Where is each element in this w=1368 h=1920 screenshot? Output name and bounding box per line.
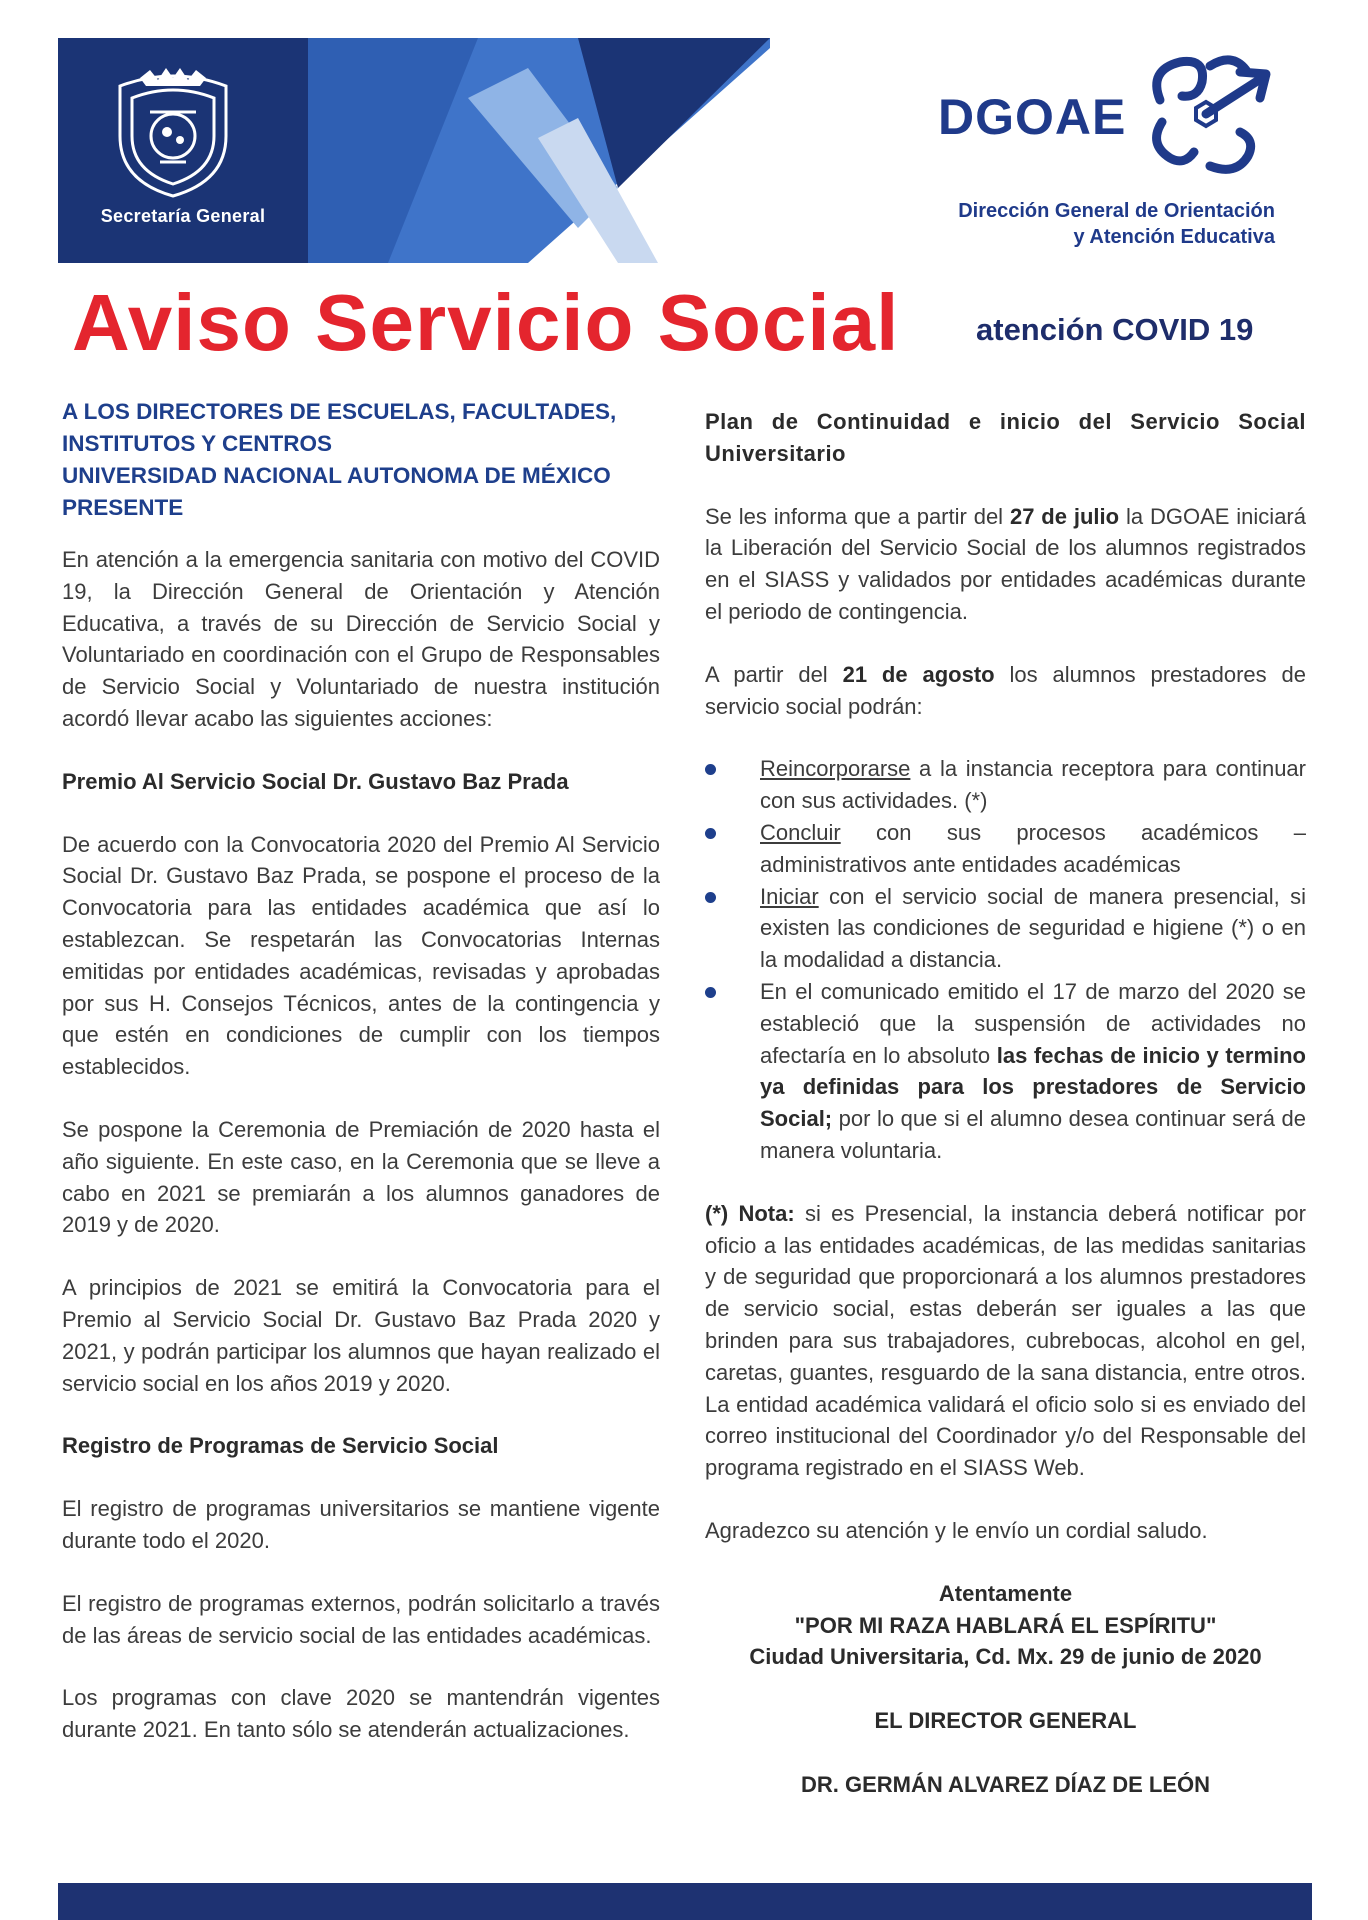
plan-heading: Plan de Continuidad e inicio del Servicio Social Universitario <box>705 409 1306 466</box>
registro-heading: Registro de Programas de Servicio Social <box>62 1433 499 1459</box>
header-banner <box>58 38 770 263</box>
secretaria-general-label: Secretaría General <box>100 206 266 226</box>
premio-heading: Premio Al Servicio Social Dr. Gustavo Baz Prada <box>62 768 569 794</box>
list-item-bold: las fechas de inicio y termino ya definidas para los prestadores de Servicio Social; <box>760 1042 1306 1132</box>
bullet-icon <box>705 892 716 903</box>
signature-block <box>705 1578 1306 1801</box>
bullet-icon <box>705 828 716 839</box>
sign-position: EL DIRECTOR GENERAL <box>874 1708 1137 1734</box>
agosto-text-c: los alumnos prestadores de servicio social podrán: <box>705 661 1307 719</box>
actions-list <box>705 753 1306 1166</box>
sign-atentamente: Atentamente <box>938 1580 1073 1606</box>
registro-paragraph-3: Los programas con clave 2020 se mantendrán vigentes durante 2021. En tanto sólo se atenderán actualizaciones. <box>62 1685 660 1743</box>
nota-text: si es Presencial, la instancia deberá notificar por oficio a las entidades académicas, de las medidas sanitarias y de seguridad que proporcionará a los alumnos prestadores de servicio social, estas deberán ser iguales a las que brinden para sus trabajadores, cubrebocas, alcohol en gel, caretas, guantes, resguardo de la sana distancia, entre otros. La entidad académica validará el oficio solo si es enviado del correo institucional del Coordinador y/o del Responsable del programa registrado en el SIASS Web. <box>705 1200 1306 1481</box>
addressee-line: PRESENTE <box>62 495 184 520</box>
addressee-line: INSTITUTOS Y CENTROS <box>62 431 333 456</box>
reincorporarse-term: Reincorporarse <box>760 756 911 782</box>
list-item-text: por lo que si el alumno desea continuar será de manera voluntaria. <box>760 1106 1306 1163</box>
left-column <box>62 396 660 1746</box>
unam-seal-icon <box>110 66 236 198</box>
right-column <box>705 396 1306 1801</box>
addressee-block <box>62 396 660 524</box>
list-item-text: a la instancia receptora para continuar con sus actividades. (*) <box>760 756 1306 814</box>
liberacion-date: 27 de julio <box>1009 503 1120 529</box>
page-subtitle: atención COVID 19 <box>976 312 1254 347</box>
premio-paragraph-2: Se pospone la Ceremonia de Premiación de 2020 hasta el año siguiente. En este caso, en la Ceremonia que se lleve a cabo en 2021 se premiarán a los alumnos ganadores de 2019 y de 2020. <box>62 1116 660 1238</box>
registro-paragraph-1: El registro de programas universitarios se mantiene vigente durante todo el 2020. <box>62 1496 660 1553</box>
sign-motto: "POR MI RAZA HABLARÁ EL ESPÍRITU" <box>794 1612 1217 1638</box>
nota-paragraph <box>705 1198 1306 1484</box>
list-item <box>705 881 1306 976</box>
liberacion-text-a: Se les informa que a partir del <box>705 503 1010 529</box>
list-item-text: En el comunicado emitido el 17 de marzo del 2020 se estableció que la suspensión de actividades no afectaría en lo absoluto <box>760 978 1306 1068</box>
footer-bar <box>58 1883 1312 1920</box>
agosto-date: 21 de agosto <box>842 661 995 687</box>
agosto-text-a: A partir del <box>705 661 843 687</box>
intro-paragraph: En atención a la emergencia sanitaria con motivo del COVID 19, la Dirección General de Orientación y Atención Educativa, a través de su Dirección de Servicio Social y Voluntariado en coordinación con el Grupo de Responsables de Servicio Social y Voluntariado de nuestra institución acordó llevar acabo las siguientes acciones: <box>62 547 660 731</box>
addressee-line: A LOS DIRECTORES DE ESCUELAS, FACULTADES, <box>62 399 617 424</box>
list-item-text: con sus procesos académicos – administrativos ante entidades académicas <box>760 819 1306 877</box>
concluir-term: Concluir <box>760 819 841 845</box>
dgoae-acronym: DGOAE <box>938 89 1127 145</box>
liberacion-paragraph <box>705 501 1306 628</box>
sign-name: DR. GERMÁN ALVAREZ DÍAZ DE LEÓN <box>800 1771 1211 1797</box>
farewell-paragraph: Agradezco su atención y le envío un cordial saludo. <box>705 1517 1208 1543</box>
premio-paragraph-3: A principios de 2021 se emitirá la Convocatoria para el Premio al Servicio Social Dr. Gustavo Baz Prada 2020 y 2021, y podrán participar los alumnos que hayan realizado el servicio social en los años 2019 y 2020. <box>62 1275 660 1396</box>
dgoae-logo-icon <box>1140 48 1280 180</box>
premio-paragraph-1: De acuerdo con la Convocatoria 2020 del Premio Al Servicio Social Dr. Gustavo Baz Prada, se pospone el proceso de la Convocatoria para las entidades académica que así lo establezcan. Se respetarán las Convocatorias Internas emitidas por entidades académicas, revisadas y aprobadas por sus H. Consejos Técnicos, antes de la contingencia y que estén en condiciones de cumplir con los tiempos establecidos. <box>62 831 660 1080</box>
dgoae-name-line1: Dirección General de Orientación <box>958 200 1275 222</box>
list-item <box>705 976 1306 1167</box>
dgoae-name-line2: y Atención Educativa <box>1073 226 1275 248</box>
bullet-icon <box>705 987 716 998</box>
iniciar-term: Iniciar <box>760 883 819 909</box>
list-item-text: con el servicio social de manera presencial, si existen las condiciones de seguridad e higiene (*) o en la modalidad a distancia. <box>760 883 1306 973</box>
registro-paragraph-2: El registro de programas externos, podrán solicitarlo a través de las áreas de servicio social de las entidades académicas. <box>62 1590 660 1648</box>
nota-label: (*) Nota: <box>705 1200 795 1226</box>
agosto-paragraph <box>705 659 1306 723</box>
list-item <box>705 753 1306 817</box>
page-title: Aviso Servicio Social <box>72 278 900 367</box>
bullet-icon <box>705 764 716 775</box>
addressee-line: UNIVERSIDAD NACIONAL AUTONOMA DE MÉXICO <box>62 463 611 488</box>
list-item <box>705 817 1306 881</box>
liberacion-text-c: la DGOAE iniciará la Liberación del Servicio Social de los alumnos registrados en el SIASS y validados por entidades académicas durante el periodo de contingencia. <box>705 503 1306 624</box>
sign-place-date: Ciudad Universitaria, Cd. Mx. 29 de junio de 2020 <box>749 1644 1262 1670</box>
